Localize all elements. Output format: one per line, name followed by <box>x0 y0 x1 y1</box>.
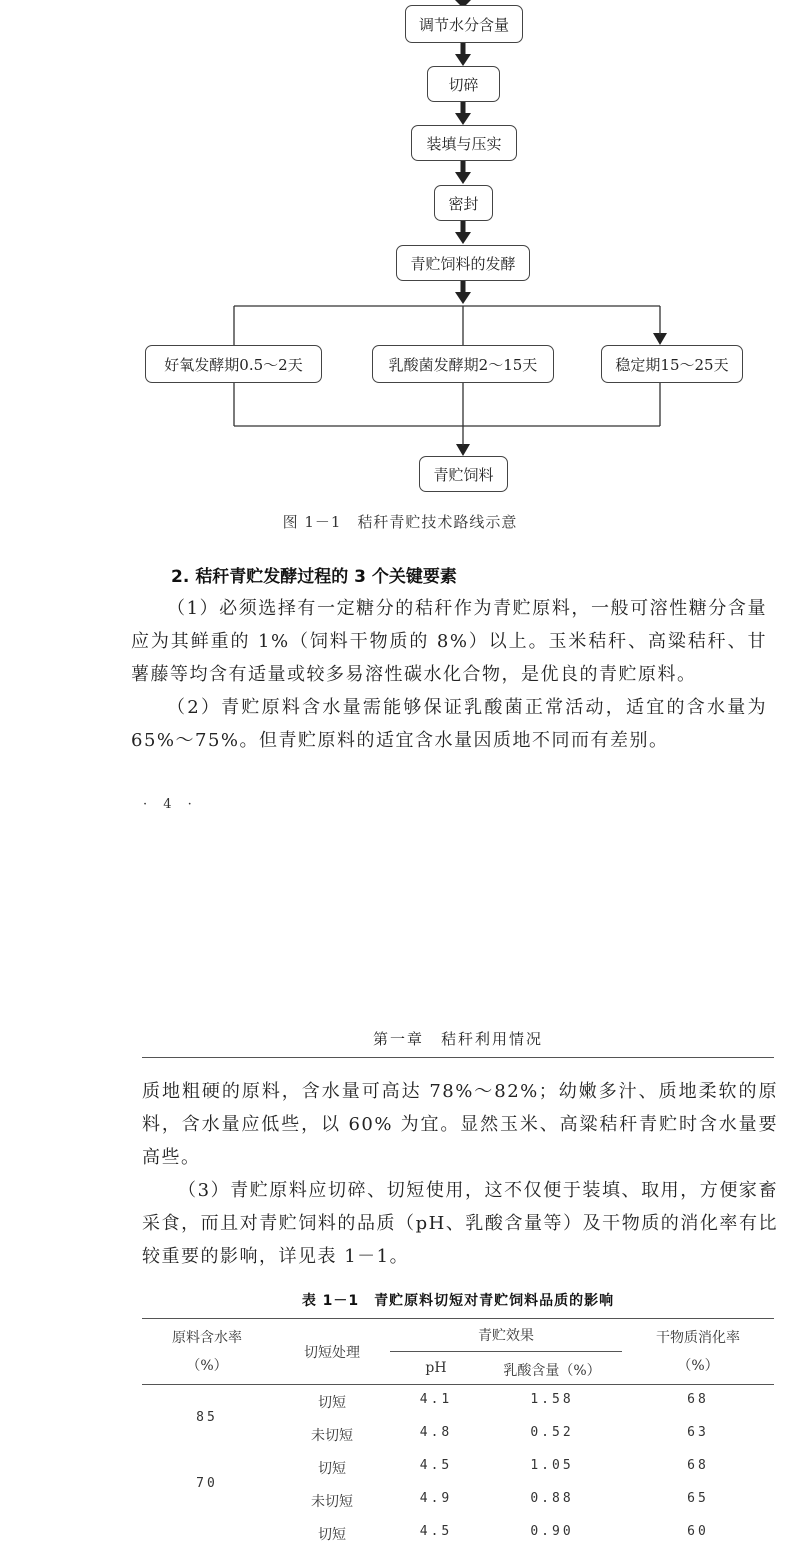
flow-step-fill-compact <box>411 125 517 161</box>
cell-moisture: 85 <box>196 1409 218 1425</box>
cell-lactic: 0.52 <box>530 1425 574 1440</box>
flow-step-label: 装填与压实 <box>426 134 502 153</box>
page4-body <box>131 592 767 757</box>
cell-treatment: 切短 <box>318 1395 346 1411</box>
cell-ph: 4.8 <box>419 1425 453 1440</box>
section-heading: 2. 秸秆青贮发酵过程的 3 个关键要素 <box>171 567 457 587</box>
table-title: 表 1－1 青贮原料切短对青贮饲料品质的影响 <box>301 1293 615 1309</box>
flow-step-seal <box>434 185 493 221</box>
flow-phase-lactic <box>372 345 554 383</box>
header-moisture-unit: （%） <box>186 1358 228 1374</box>
flow-step-label: 密封 <box>448 194 479 213</box>
cell-digest: 60 <box>687 1524 709 1539</box>
header-moisture: 原料含水率 <box>172 1330 242 1346</box>
flow-phase-label: 好氧发酵期0.5～2天 <box>164 355 303 374</box>
paragraph-2: （2）青贮原料含水量需能够保证乳酸菌正常活动，适宜的含水量为 65%～75%。但青贮原料的适宜含水量因质地不同而有差别。 <box>131 697 767 751</box>
flow-result <box>419 456 508 492</box>
header-effect: 青贮效果 <box>478 1328 534 1344</box>
header-digest-unit: （%） <box>677 1358 719 1374</box>
table-header-rule <box>142 1384 774 1385</box>
flow-step-label: 调节水分含量 <box>418 15 509 34</box>
cell-lactic: 1.05 <box>530 1458 574 1473</box>
cell-ph: 4.1 <box>419 1392 453 1407</box>
running-head: 第一章 秸秆利用情况 <box>372 1030 543 1048</box>
flow-step-label: 切碎 <box>448 75 479 94</box>
cell-lactic: 0.90 <box>530 1524 574 1539</box>
flow-step-adjust-moisture <box>405 5 523 43</box>
cell-lactic: 1.58 <box>530 1392 574 1407</box>
cell-digest: 68 <box>687 1458 709 1473</box>
cell-moisture: 70 <box>196 1475 218 1491</box>
cell-ph: 4.9 <box>419 1491 453 1506</box>
cell-digest: 68 <box>687 1392 709 1407</box>
cell-treatment: 未切短 <box>311 1428 353 1444</box>
paragraph-continued: 质地粗硬的原料，含水量可高达 78%～82%；幼嫩多汁、质地柔软的原料，含水量应低些，以 60% 为宜。显然玉米、高粱秸秆青贮时含水量要高些。 <box>142 1081 778 1168</box>
paragraph-1: （1）必须选择有一定糖分的秸秆作为青贮原料，一般可溶性糖分含量应为其鲜重的 1%（饲料干物质的 8%）以上。玉米秸秆、高粱秸秆、甘薯藤等均含有适量或较多易溶性碳水化合物，是优良的青贮原料。 <box>131 598 767 685</box>
flow-step-chop <box>427 66 500 102</box>
cell-treatment: 未切短 <box>311 1494 353 1510</box>
cell-ph: 4.5 <box>419 1524 453 1539</box>
table-subheader-rule <box>390 1351 622 1352</box>
flow-step-label: 青贮饲料的发酵 <box>410 254 516 273</box>
flow-phase-aerobic <box>145 345 322 383</box>
flow-phase-label: 乳酸菌发酵期2～15天 <box>388 355 538 374</box>
paragraph-3: （3）青贮原料应切碎、切短使用，这不仅便于装填、取用，方便家畜采食，而且对青贮饲料的品质（pH、乳酸含量等）及干物质的消化率有比较重要的影响，详见表 1－1。 <box>142 1180 778 1267</box>
header-ph: pH <box>425 1360 447 1376</box>
table-top-rule <box>142 1318 774 1319</box>
header-rule <box>142 1057 774 1058</box>
header-treatment: 切短处理 <box>304 1345 360 1361</box>
page5-body <box>142 1075 778 1273</box>
flow-phase-label: 稳定期15～25天 <box>615 355 729 374</box>
page-number: · 4 · <box>143 797 198 812</box>
cell-treatment: 切短 <box>318 1461 346 1477</box>
cell-lactic: 0.88 <box>530 1491 574 1506</box>
cell-ph: 4.5 <box>419 1458 453 1473</box>
header-lactic: 乳酸含量（%） <box>503 1363 601 1379</box>
flow-result-label: 青贮饲料 <box>433 465 494 484</box>
figure-caption: 图 1－1 秸秆青贮技术路线示意 <box>282 513 518 531</box>
flow-step-fermentation <box>396 245 530 281</box>
cell-treatment: 切短 <box>318 1527 346 1543</box>
cell-digest: 65 <box>687 1491 709 1506</box>
header-digest: 干物质消化率 <box>656 1330 740 1346</box>
cell-digest: 63 <box>687 1425 709 1440</box>
flow-phase-stable <box>601 345 743 383</box>
